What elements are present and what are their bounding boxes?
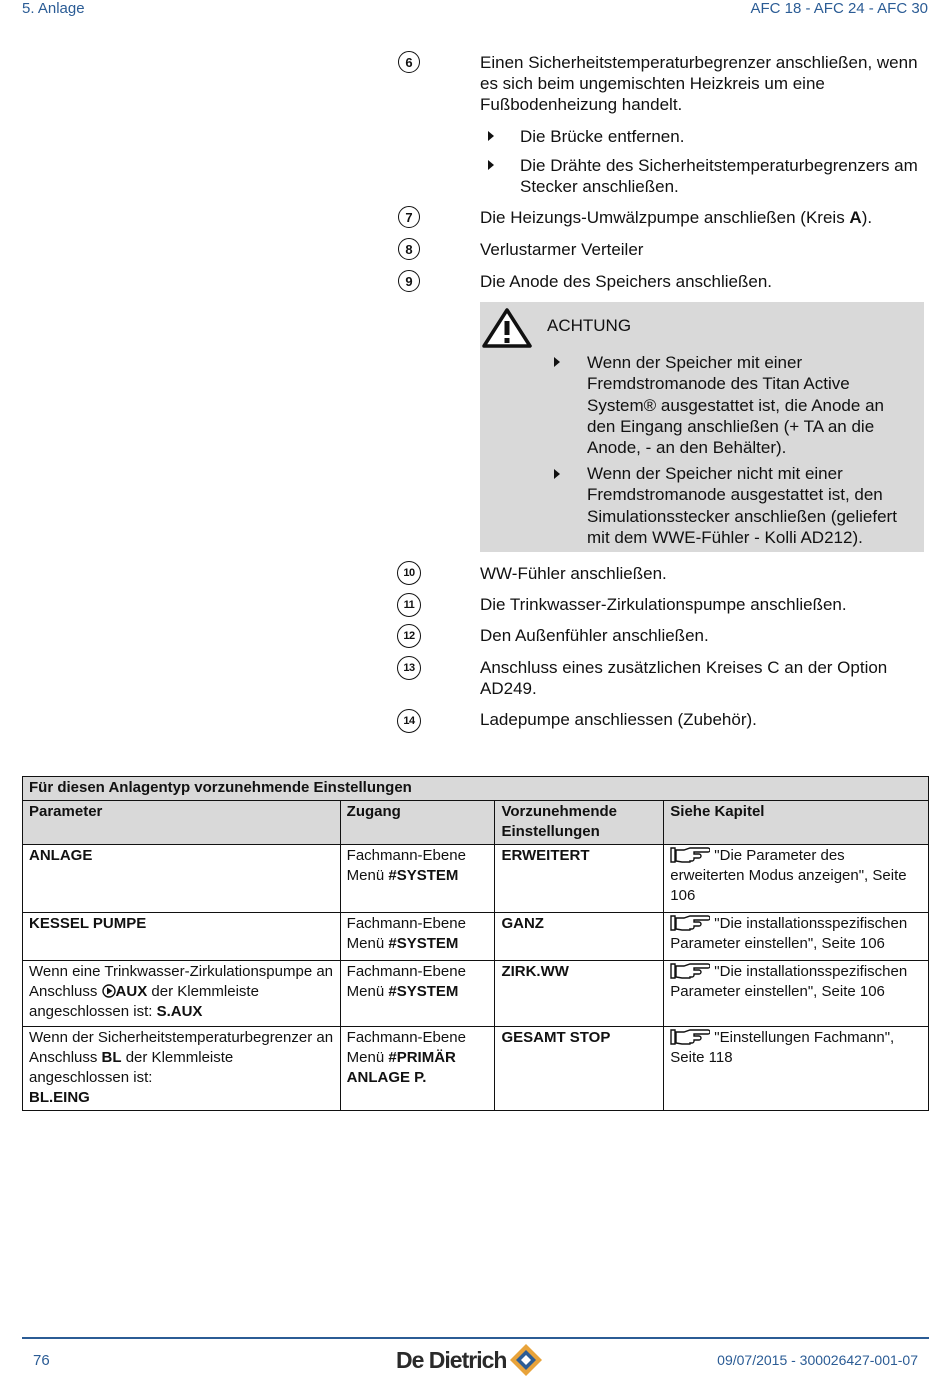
item-8-text: Verlustarmer Verteiler <box>480 240 644 259</box>
param-terminal: BL <box>101 1049 122 1066</box>
bullet-arrow-icon <box>488 160 494 170</box>
item-13-text: Anschluss eines zusätzlichen Kreises C an der Option AD249. <box>480 658 888 698</box>
settings-table <box>22 776 929 1111</box>
access-menu-label: Menü <box>346 867 389 884</box>
access-menu: #SYSTEM <box>388 935 459 952</box>
access-menu: #PRIMÄR ANLAGE P. <box>346 1049 456 1086</box>
reference-text: "Die Parameter des erweiterten Modus anzeigen", Seite 106 <box>670 847 907 904</box>
warning-title: ACHTUNG <box>547 316 632 335</box>
access-level: Fachmann-Ebene <box>346 847 466 864</box>
pointing-hand-icon <box>670 914 710 931</box>
bullet-arrow-icon <box>554 469 560 479</box>
item-14-text: Ladepumpe anschliessen (Zubehör). <box>480 710 757 729</box>
page-number: 76 <box>33 1352 50 1369</box>
param-cell <box>23 961 341 1027</box>
reference-cell <box>664 845 929 913</box>
access-menu-label: Menü <box>346 935 389 952</box>
param-condition-text-2: der Klemmleiste angeschlossen ist: <box>29 983 259 1020</box>
brand-diamond-icon <box>508 1342 544 1378</box>
play-circle-icon <box>102 984 116 998</box>
access-menu-label: Menü <box>346 1049 389 1066</box>
access-level: Fachmann-Ebene <box>346 915 466 932</box>
pointing-hand-icon <box>670 962 710 979</box>
footer-divider <box>22 1337 929 1339</box>
item-6-bullet-1: Die Brücke entfernen. <box>520 127 685 146</box>
reference-cell <box>664 913 929 961</box>
setting-cell: ERWEITERT <box>495 845 664 913</box>
document-reference: 09/07/2015 - 300026427-001-07 <box>717 1352 918 1368</box>
item-7-text-post: ). <box>861 208 873 227</box>
param-cell <box>23 1027 341 1111</box>
item-11-text: Die Trinkwasser-Zirkulationspumpe anschließen. <box>480 595 847 614</box>
bullet-arrow-icon <box>488 131 494 141</box>
item-10-text: WW-Fühler anschließen. <box>480 564 667 583</box>
item-number-10: 10 <box>397 561 421 585</box>
header-models: AFC 18 - AFC 24 - AFC 30 <box>750 0 928 17</box>
reference-cell <box>664 1027 929 1111</box>
table-row <box>23 913 929 961</box>
setting-cell: GANZ <box>495 913 664 961</box>
access-level: Fachmann-Ebene <box>346 963 466 980</box>
table-caption: Für diesen Anlagentyp vorzunehmende Einstellungen <box>23 777 929 801</box>
column-header-parameter: Parameter <box>23 801 341 845</box>
param-condition-text-2: der Klemmleiste angeschlossen ist: <box>29 1049 234 1086</box>
access-cell <box>340 913 495 961</box>
table-row <box>23 961 929 1027</box>
item-number-7: 7 <box>398 206 420 228</box>
table-row <box>23 845 929 913</box>
access-menu-label: Menü <box>346 983 389 1000</box>
item-number-14: 14 <box>397 709 421 733</box>
item-number-9: 9 <box>398 270 420 292</box>
column-header-access: Zugang <box>340 801 495 845</box>
setting-cell: ZIRK.WW <box>495 961 664 1027</box>
item-12-text: Den Außenfühler anschließen. <box>480 626 709 645</box>
bullet-arrow-icon <box>554 357 560 367</box>
param-name: S.AUX <box>156 1003 203 1020</box>
warning-bullet-2: Wenn der Speicher nicht mit einer Fremdstromanode ausgestattet ist, den Simulationsstecker anschließen (geliefert mit dem WWE-Fühler - Kolli AD212). <box>587 464 897 547</box>
param-name: BL.EING <box>29 1089 90 1106</box>
item-number-8: 8 <box>398 238 420 260</box>
item-7-text-pre: Die Heizungs-Umwälzpumpe anschließen (Kreis <box>480 208 850 227</box>
access-cell <box>340 1027 495 1111</box>
item-7-circuit: A <box>849 208 862 227</box>
pointing-hand-icon <box>670 846 710 863</box>
access-menu: #SYSTEM <box>388 867 459 884</box>
access-level: Fachmann-Ebene <box>346 1029 466 1046</box>
param-condition-text: Wenn der Sicherheitstemperaturbegrenzer an Anschluss <box>29 1029 334 1066</box>
access-cell <box>340 961 495 1027</box>
param-terminal: AUX <box>115 983 148 1000</box>
brand-name: De Dietrich <box>396 1346 507 1373</box>
item-9-text: Die Anode des Speichers anschließen. <box>480 272 773 291</box>
item-number-12: 12 <box>397 624 421 648</box>
param-cell: ANLAGE <box>23 845 341 913</box>
param-cell: KESSEL PUMPE <box>23 913 341 961</box>
item-number-6: 6 <box>398 51 420 73</box>
item-number-11: 11 <box>397 593 421 617</box>
warning-box <box>480 302 924 552</box>
param-condition-text: Wenn eine Trinkwasser-Zirkulationspumpe an Anschluss <box>29 963 334 1000</box>
reference-text: "Die installationsspezifischen Parameter einstellen", Seite 106 <box>670 915 908 952</box>
access-cell <box>340 845 495 913</box>
warning-triangle-icon <box>481 307 533 349</box>
reference-text: "Die installationsspezifischen Parameter einstellen", Seite 106 <box>670 963 908 1000</box>
reference-cell <box>664 961 929 1027</box>
brand-logo <box>396 1342 544 1378</box>
setting-cell: GESAMT STOP <box>495 1027 664 1111</box>
warning-bullet-1: Wenn der Speicher mit einer Fremdstromanode des Titan Active System® ausgestattet ist, die Anode an den Eingang anschließen (+ TA an die Anode, - an den Behälter). <box>587 353 884 458</box>
column-header-setting: Vorzunehmende Einstellungen <box>495 801 664 845</box>
item-number-13: 13 <box>397 656 421 680</box>
item-7-text <box>480 207 930 228</box>
pointing-hand-icon <box>670 1028 710 1045</box>
table-row <box>23 1027 929 1111</box>
item-6-text: Einen Sicherheitstemperaturbegrenzer anschließen, wenn es sich beim ungemischten Heizkreis um eine Fußbodenheizung handelt. <box>480 53 918 114</box>
item-6-bullet-2: Die Drähte des Sicherheitstemperaturbegrenzers am Stecker anschließen. <box>520 156 918 196</box>
column-header-reference: Siehe Kapitel <box>664 801 929 845</box>
reference-text: "Einstellungen Fachmann", Seite 118 <box>670 1029 895 1066</box>
header-section: 5. Anlage <box>22 0 85 17</box>
access-menu: #SYSTEM <box>388 983 459 1000</box>
